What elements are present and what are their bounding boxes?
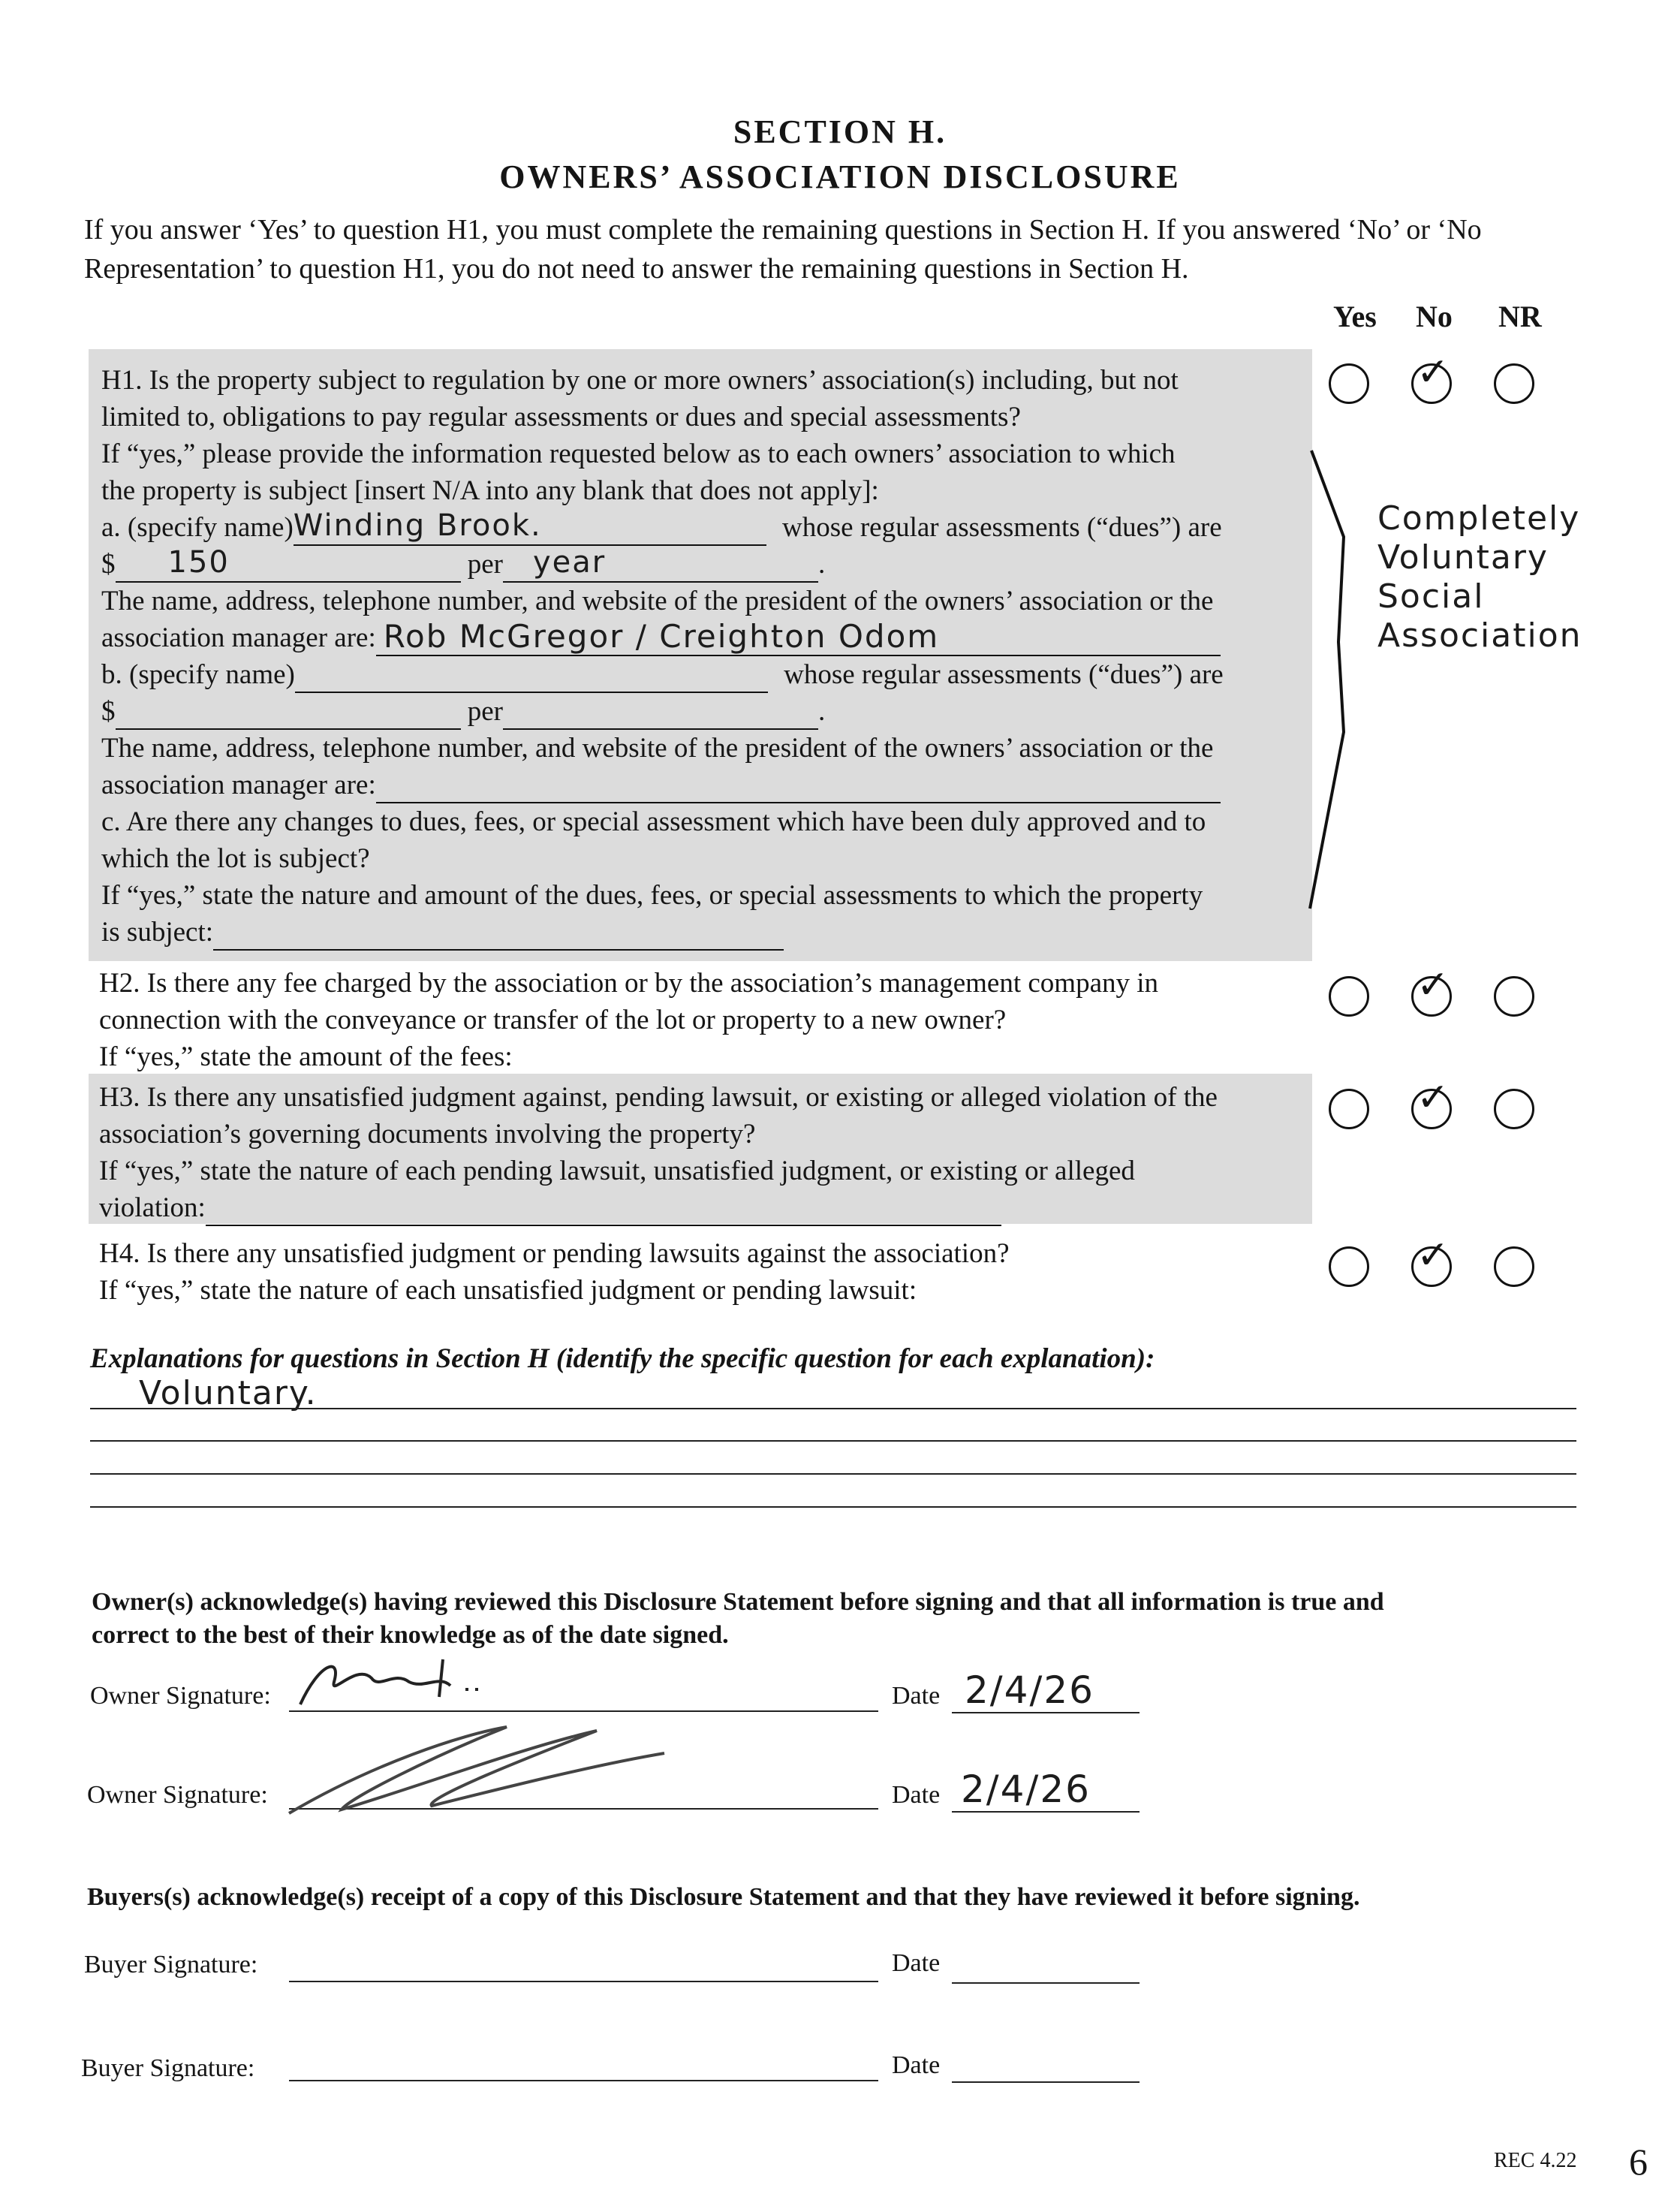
h1-c-line-2: which the lot is subject? — [101, 843, 370, 874]
h1-a-name-value: Winding Brook. — [293, 508, 542, 543]
h3-yes-radio[interactable] — [1329, 1089, 1369, 1129]
buyer-acknowledgement: Buyers(s) acknowledge(s) receipt of a copy of this Disclosure Statement and that they have reviewed it before signing. — [87, 1883, 1360, 1911]
h1-nr-radio[interactable] — [1494, 363, 1534, 404]
owner-date-label-2: Date — [892, 1781, 941, 1809]
owner-signature-1 — [289, 1648, 514, 1716]
owner-date-line-1[interactable] — [952, 1712, 1140, 1713]
h1-b-period-field[interactable] — [503, 701, 818, 730]
h1-a-dollar: $ — [101, 549, 116, 580]
h1-b-row — [101, 656, 1310, 693]
bracket-icon — [1302, 447, 1355, 912]
page-number: 6 — [1629, 2141, 1648, 2183]
h1-c-line-1: c. Are there any changes to dues, fees, or special assessment which have been duly approved and to — [101, 806, 1206, 837]
h1-b-per: per — [467, 696, 503, 727]
h2-yes-radio[interactable] — [1329, 976, 1369, 1017]
h1-b-manager-row — [101, 767, 1310, 803]
h1-a-period-value: year — [533, 545, 607, 580]
h1-yes-radio[interactable] — [1329, 363, 1369, 404]
h1-a-amount-value: 150 — [167, 545, 230, 580]
h2-no-check-icon: ✓ — [1417, 963, 1450, 1008]
owner-date-value-1: 2/4/26 — [965, 1668, 1094, 1712]
h1-b-name-field[interactable] — [295, 665, 768, 693]
h1-a-per: per — [467, 549, 503, 580]
h2-line-1: H2. Is there any fee charged by the association or by the association’s management company in — [99, 968, 1159, 999]
owner-ack-line-2: correct to the best of their knowledge as of the date signed. — [92, 1621, 729, 1649]
h4-yes-radio[interactable] — [1329, 1246, 1369, 1287]
explanations-label: Explanations for questions in Section H (identify the specific question for each explanation): — [90, 1343, 1155, 1374]
h2-question — [99, 965, 1315, 1075]
buyer-signature-line-1[interactable] — [289, 1981, 878, 1982]
buyer-date-label-1: Date — [892, 1949, 941, 1977]
h2-line-3: If “yes,” state the amount of the fees: — [99, 1041, 513, 1072]
h1-b-manager-label: association manager are: — [101, 770, 376, 800]
owner-date-line-2[interactable] — [952, 1811, 1140, 1813]
h1-no-check-icon: ✓ — [1417, 350, 1450, 395]
h3-line-2: association’s governing documents involving the property? — [99, 1119, 756, 1150]
h1-a-manager-row — [101, 619, 1310, 656]
col-header-yes: Yes — [1333, 300, 1377, 333]
h1-line-1: H1. Is the property subject to regulation by one or more owners’ association(s) including, but not — [101, 365, 1179, 396]
form-id: REC 4.22 — [1494, 2149, 1577, 2172]
side-note-line-1: Completely — [1377, 499, 1581, 538]
h3-question — [99, 1079, 1308, 1226]
h3-no-check-icon: ✓ — [1417, 1075, 1450, 1120]
owner-acknowledgement — [92, 1586, 1630, 1652]
buyer-date-label-2: Date — [892, 2051, 941, 2079]
owner-date-label-1: Date — [892, 1682, 941, 1710]
h1-question — [101, 362, 1310, 951]
side-note-line-4: Association — [1377, 616, 1582, 655]
h3-nr-radio[interactable] — [1494, 1089, 1534, 1129]
explanation-line-4[interactable] — [90, 1506, 1576, 1508]
intro-line-2: Representation’ to question H1, you do not need to answer the remaining questions in Section H. — [84, 253, 1189, 285]
col-header-no: No — [1416, 300, 1453, 333]
h1-line-4: the property is subject [insert N/A into any blank that does not apply]: — [101, 475, 879, 506]
h1-b-dollar: $ — [101, 696, 116, 727]
h1-b-president-line: The name, address, telephone number, and website of the president of the owners’ association or the — [101, 733, 1214, 764]
h4-question — [99, 1235, 1308, 1309]
h1-a-name-field[interactable] — [293, 508, 766, 546]
explanation-line-3[interactable] — [90, 1473, 1576, 1475]
h1-b-label: b. (specify name) — [101, 659, 295, 690]
h1-c-subject-field[interactable] — [213, 922, 784, 951]
h1-a-label: a. (specify name) — [101, 512, 294, 543]
h1-a-manager-value: Rob McGregor / Creighton Odom — [383, 618, 940, 655]
col-header-nr: NR — [1498, 300, 1542, 333]
h3-violation-row — [99, 1189, 1308, 1226]
h2-fee-field[interactable] — [513, 1047, 963, 1075]
owner-ack-line-1: Owner(s) acknowledge(s) having reviewed this Disclosure Statement before signing and that all information is true and — [92, 1588, 1384, 1616]
buyer-date-line-2[interactable] — [952, 2081, 1140, 2083]
h1-a-manager-field[interactable] — [376, 618, 1221, 656]
h2-fee-row — [99, 1038, 1315, 1075]
h1-c-subject-row — [101, 914, 1310, 951]
h1-b-manager-field[interactable] — [376, 775, 1221, 803]
h1-b-period-end: . — [818, 696, 826, 727]
h1-a-manager-label: association manager are: — [101, 622, 376, 653]
explanations-value: Voluntary. — [139, 1374, 318, 1412]
h1-c-line-3: If “yes,” state the nature and amount of the dues, fees, or special assessments to which the property — [101, 880, 1203, 911]
h1-a-dues-suffix: whose regular assessments (“dues”) are — [782, 512, 1222, 543]
h3-violation-field[interactable] — [206, 1198, 1001, 1226]
h2-line-2: connection with the conveyance or transfer of the lot or property to a new owner? — [99, 1005, 1007, 1035]
section-heading: SECTION H. — [733, 113, 947, 150]
buyer-date-line-1[interactable] — [952, 1982, 1140, 1984]
h4-nr-radio[interactable] — [1494, 1246, 1534, 1287]
explanation-line-1[interactable] — [90, 1408, 1576, 1409]
page-title: OWNERS’ ASSOCIATION DISCLOSURE — [499, 158, 1181, 195]
owner-date-value-2: 2/4/26 — [961, 1768, 1091, 1811]
h1-a-amount-row — [101, 546, 1310, 583]
intro-paragraph — [84, 210, 1623, 288]
side-note — [1377, 499, 1582, 655]
h4-line-2: If “yes,” state the nature of each unsatisfied judgment or pending lawsuit: — [99, 1275, 917, 1306]
h1-a-row — [101, 509, 1310, 546]
buyer-signature-label-2: Buyer Signature: — [81, 2054, 255, 2082]
buyer-signature-line-2[interactable] — [289, 2080, 878, 2081]
owner-signature-label-1: Owner Signature: — [90, 1682, 271, 1710]
h1-b-amount-field[interactable] — [116, 701, 461, 730]
h3-line-3: If “yes,” state the nature of each pending lawsuit, unsatisfied judgment, or existing or alleged — [99, 1156, 1135, 1186]
h1-line-2: limited to, obligations to pay regular assessments or dues and special assessments? — [101, 402, 1021, 432]
h1-a-period-field[interactable] — [503, 545, 818, 583]
buyer-signature-label-1: Buyer Signature: — [84, 1951, 258, 1978]
side-note-line-2: Voluntary — [1377, 538, 1549, 577]
intro-line-1: If you answer ‘Yes’ to question H1, you must complete the remaining questions in Section H. If you answered ‘No’ or ‘No — [84, 214, 1482, 246]
h1-a-president-line: The name, address, telephone number, and website of the president of the owners’ association or the — [101, 586, 1214, 616]
h1-b-amount-row — [101, 693, 1310, 730]
h1-b-dues-suffix: whose regular assessments (“dues”) are — [784, 659, 1224, 690]
owner-signature-2 — [282, 1712, 672, 1825]
explanation-line-2[interactable] — [90, 1440, 1576, 1442]
h1-a-period-end: . — [818, 549, 826, 580]
owner-signature-label-2: Owner Signature: — [87, 1781, 268, 1809]
h3-line-4: violation: — [99, 1192, 206, 1223]
h1-a-amount-field[interactable] — [116, 545, 461, 583]
h2-nr-radio[interactable] — [1494, 976, 1534, 1017]
h1-c-line-4: is subject: — [101, 917, 214, 948]
h4-no-check-icon: ✓ — [1417, 1233, 1450, 1278]
side-note-line-3: Social — [1377, 577, 1485, 616]
h3-line-1: H3. Is there any unsatisfied judgment against, pending lawsuit, or existing or alleged violation of the — [99, 1082, 1218, 1113]
h4-line-1: H4. Is there any unsatisfied judgment or pending lawsuits against the association? — [99, 1238, 1010, 1269]
h1-line-3: If “yes,” please provide the information requested below as to each owners’ association to which — [101, 438, 1176, 469]
